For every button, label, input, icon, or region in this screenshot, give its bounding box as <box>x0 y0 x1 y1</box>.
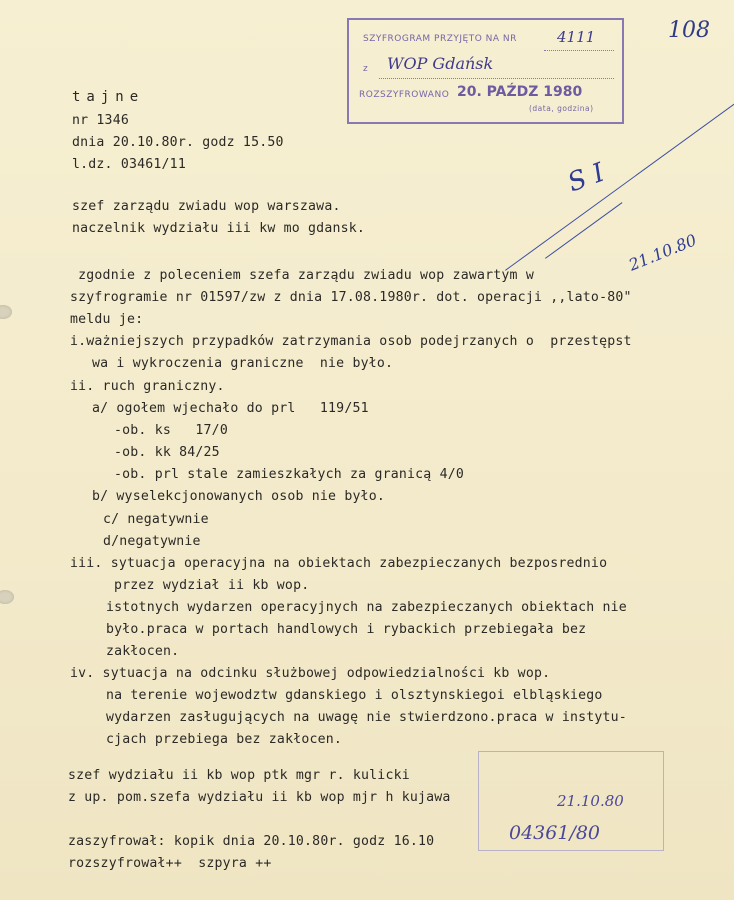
annotation-line-2 <box>545 202 622 259</box>
signature-line: szef wydziału ii kb wop ptk mgr r. kulicki <box>68 768 410 783</box>
register-stamp <box>478 751 664 851</box>
body-line: ii. ruch graniczny. <box>70 379 225 394</box>
handwritten-initials: S I <box>563 157 609 199</box>
stamp-from-value: WOP Gdańsk <box>387 54 494 73</box>
addressee-line: naczelnik wydziału iii kw mo gdansk. <box>72 221 366 236</box>
body-line: d/negatywnie <box>103 534 201 549</box>
body-line: -ob. kk 84/25 <box>114 445 220 460</box>
body-line: istotnych wydarzen operacyjnych na zabezpieczanych obiektach nie <box>106 600 627 615</box>
body-line: wa i wykroczenia graniczne nie było. <box>92 356 394 371</box>
reference-number: l.dz. 03461/11 <box>72 157 186 172</box>
signature-line: z up. pom.szefa wydziału ii kb wop mjr h kujawa <box>68 790 451 805</box>
stamp-label-decoded: ROZSZYFROWANO <box>359 90 450 100</box>
body-line: zakłocen. <box>106 644 180 659</box>
body-line: a/ ogołem wjechało do prl 119/51 <box>92 401 369 416</box>
stamp-label-received: SZYFROGRAM PRZYJĘTO NA NR <box>363 34 517 44</box>
stamp-rule <box>544 50 614 51</box>
body-line: meldu je: <box>70 312 144 327</box>
body-line: na terenie wojewodztw gdanskiego i olsztynskiegoi elbląskiego <box>106 688 603 703</box>
handwritten-date: 21.10.80 <box>626 230 700 275</box>
body-line: i.ważniejszych przypadków zatrzymania osob podejrzanych o przestępst <box>70 334 632 349</box>
body-line: -ob. ks 17/0 <box>114 423 228 438</box>
stamp-date-note: (data, godzina) <box>529 104 594 113</box>
body-line: było.praca w portach handlowych i rybackich przebiegała bez <box>106 622 587 637</box>
register-number: 04361/80 <box>509 822 601 844</box>
punch-hole-top <box>0 305 12 319</box>
page-number: 108 <box>668 18 710 43</box>
body-line: przez wydział ii kb wop. <box>114 578 310 593</box>
message-date: dnia 20.10.80r. godz 15.50 <box>72 135 284 150</box>
message-number: nr 1346 <box>72 113 129 128</box>
stamp-rule <box>379 78 614 79</box>
punch-hole-bottom <box>0 590 14 604</box>
body-line: b/ wyselekcjonowanych osob nie było. <box>92 489 386 504</box>
stamp-label-from: z <box>363 64 369 74</box>
body-line: wydarzen zasługujących na uwagę nie stwierdzono.praca w instytu- <box>106 710 627 725</box>
footer-decoded-by: rozszyfrował++ szpyra ++ <box>68 856 272 871</box>
body-line: szyfrogramie nr 01597/zw z dnia 17.08.1980r. dot. operacji ,,lato-80" <box>70 290 632 305</box>
body-line: c/ negatywnie <box>103 512 209 527</box>
body-line: -ob. prl stale zamieszkałych za granicą 4/0 <box>114 467 465 482</box>
classification: tajne <box>72 89 145 105</box>
stamp-decoded-date: 20. PAŹDZ 1980 <box>457 84 583 100</box>
annotation-line <box>505 100 734 271</box>
footer-encoded-by: zaszyfrował: kopik dnia 20.10.80r. godz 16.10 <box>68 834 435 849</box>
body-line: iii. sytuacja operacyjna na obiektach zabezpieczanych bezposrednio <box>70 556 608 571</box>
body-line: iv. sytuacja na odcinku służbowej odpowiedzialności kb wop. <box>70 666 551 681</box>
body-line: zgodnie z poleceniem szefa zarządu zwiadu wop zawartym w <box>70 268 534 283</box>
reception-stamp <box>347 18 624 124</box>
body-line: cjach przebiega bez zakłocen. <box>106 732 343 747</box>
register-date: 21.10.80 <box>557 792 624 810</box>
stamp-received-number: 4111 <box>557 28 596 46</box>
addressee-line: szef zarządu zwiadu wop warszawa. <box>72 199 341 214</box>
